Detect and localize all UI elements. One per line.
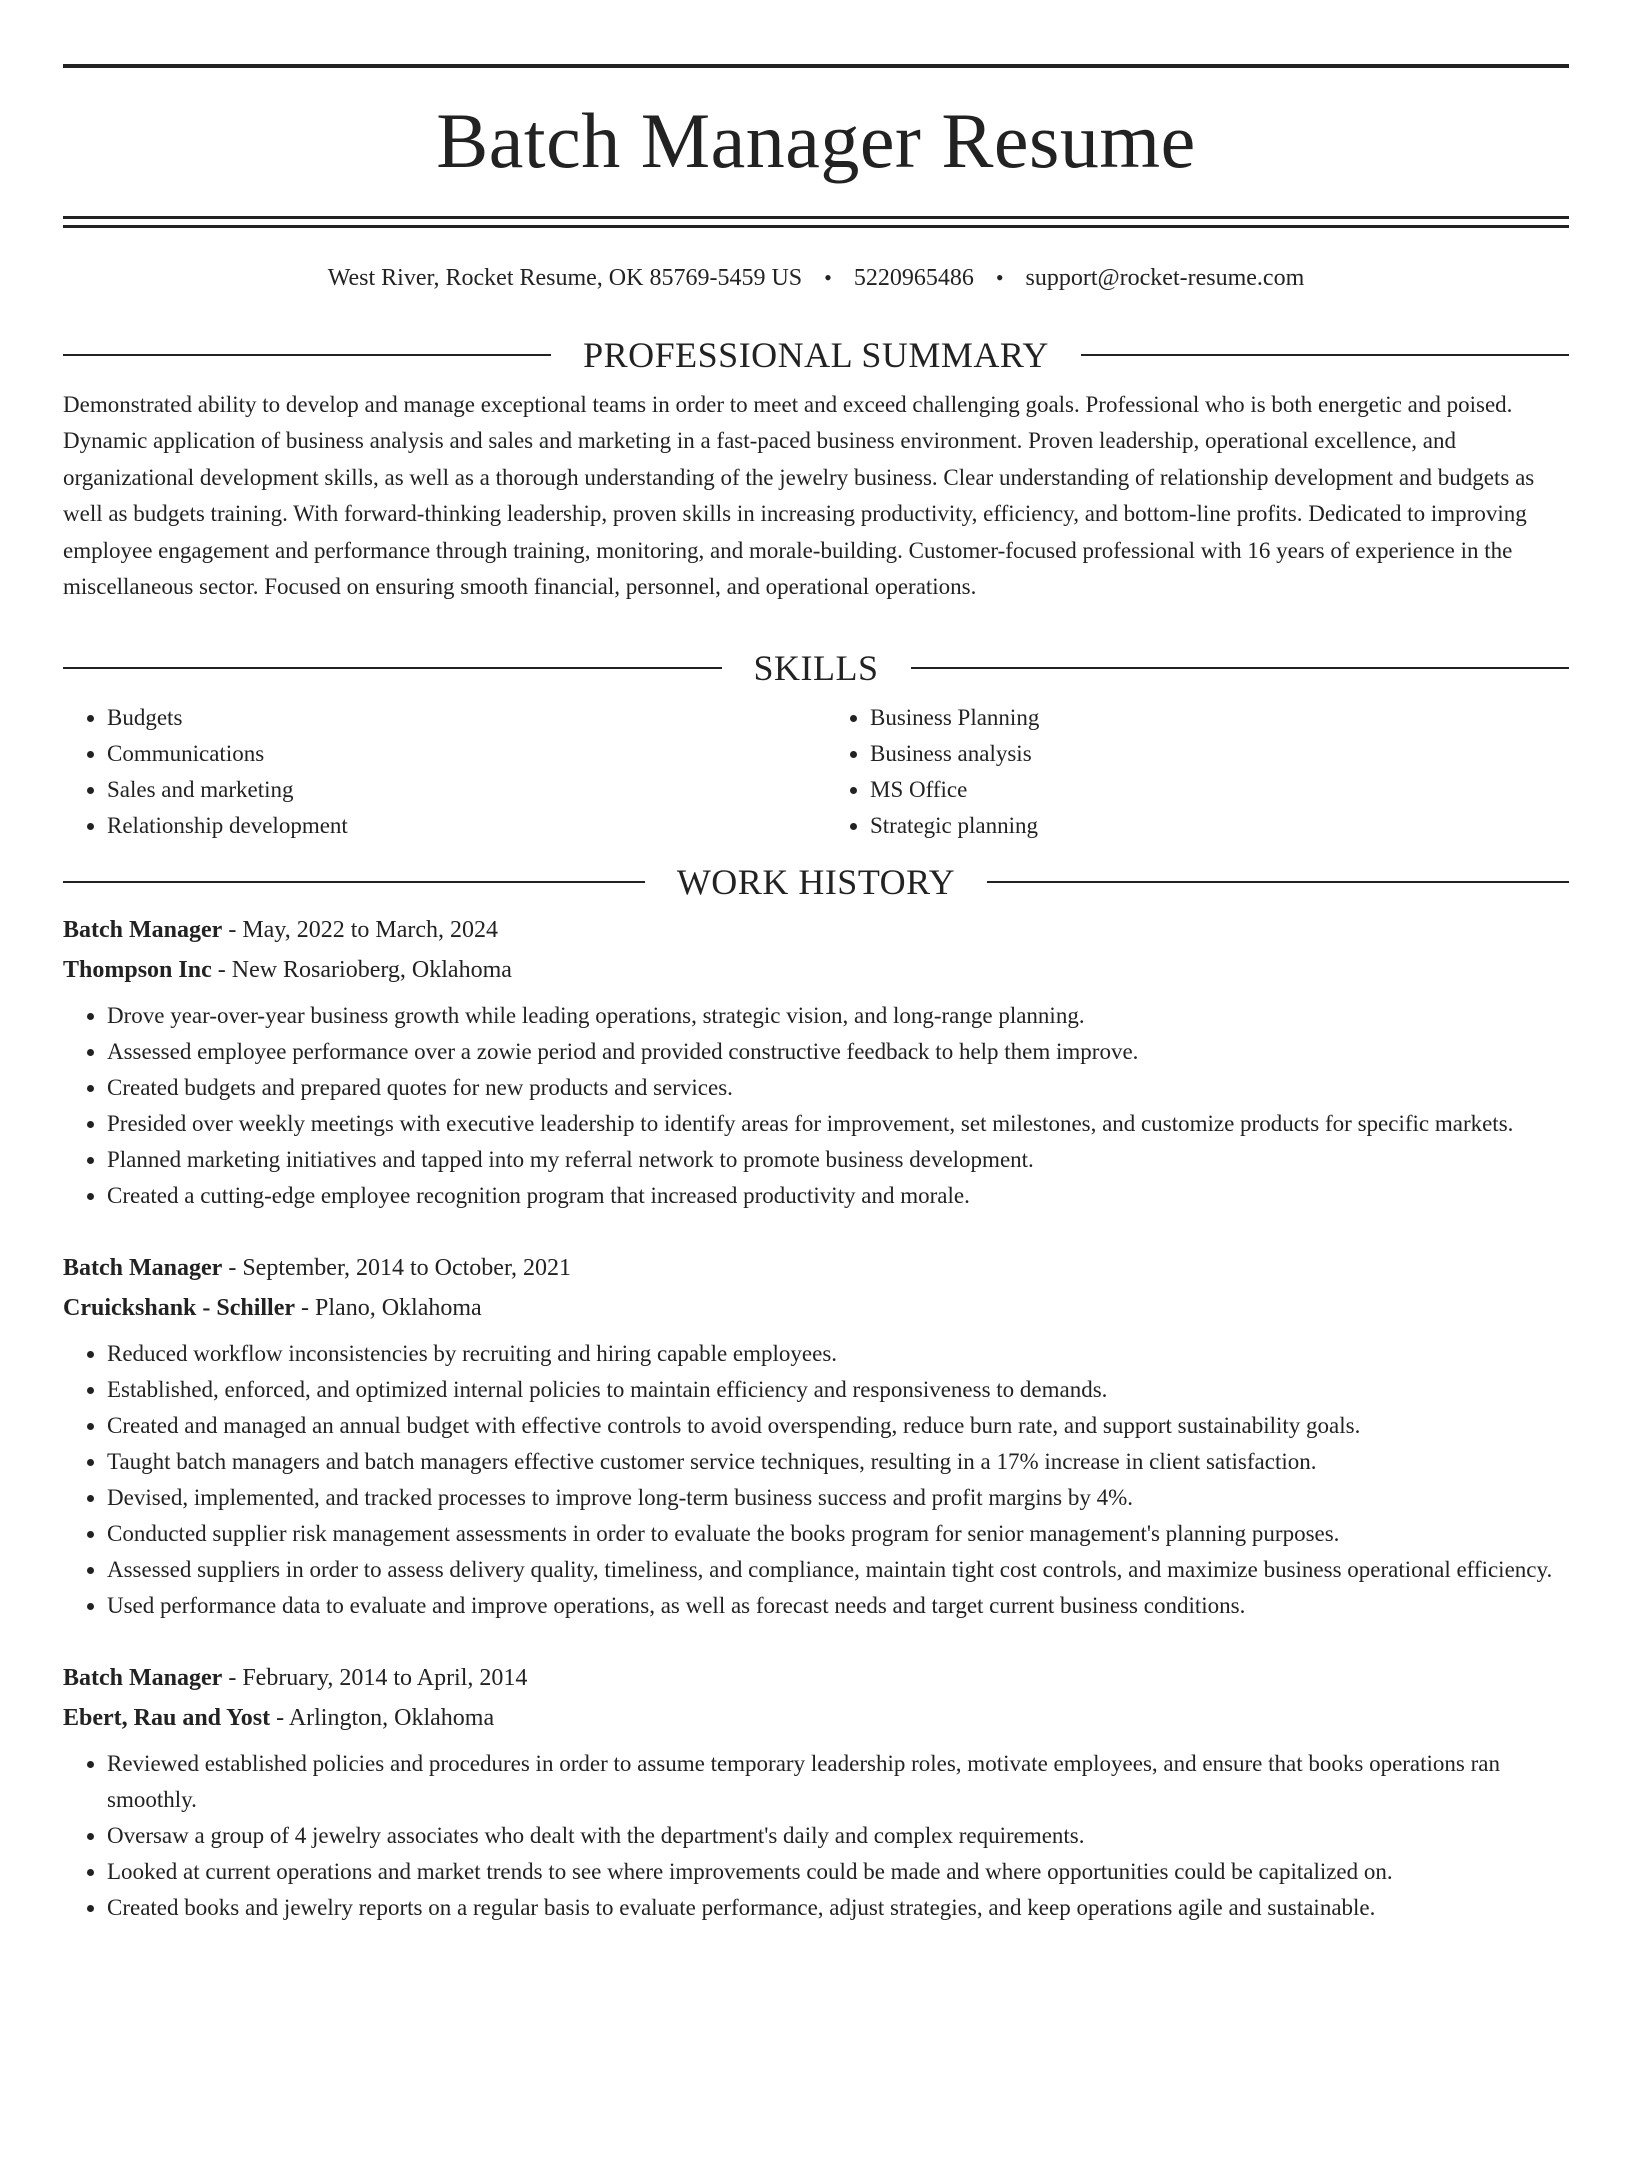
job-dates: February, 2014 to April, 2014 xyxy=(242,1664,528,1691)
contact-address: West River, Rocket Resume, OK 85769-5459 US xyxy=(327,265,803,291)
summary-text: Demonstrated ability to develop and manage exceptional teams in order to meet and exceed challenging goals. Professional who is both energetic and poised. Dynamic application of business analysis and sales and marketing in a fast-paced business environment. Proven leadership, operational excellence, and organizational development skills, as well as a thorough understanding of the jewelry business. Clear understanding of relationship development and budgets as well as budgets training. With forward-thinking leadership, proven skills in increasing productivity, efficiency, and bottom-line profits. Dedicated to improving employee engagement and performance through training, monitoring, and morale-building. Customer-focused professional with 16 years of experience in the miscellaneous sector. Focused on ensuring smooth financial, personnel, and operational operations. xyxy=(63,391,1535,600)
job-title-line xyxy=(63,1658,1569,1698)
contact-separator: • xyxy=(824,265,832,290)
section-title: PROFESSIONAL SUMMARY xyxy=(583,334,1049,375)
job-title: Batch Manager xyxy=(63,1254,223,1281)
skill-item: • MS Office xyxy=(870,772,1569,808)
job-company-line xyxy=(63,950,1569,990)
job-location: Arlington, Oklahoma xyxy=(288,1704,495,1731)
job-bullet: • Oversaw a group of 4 jewelry associates who dealt with the department's daily and complex requirements. xyxy=(107,1818,1569,1854)
job-entry xyxy=(63,1248,1569,1624)
job-bullet: • Used performance data to evaluate and improve operations, as well as forecast needs and target current business conditions. xyxy=(107,1588,1569,1624)
section-rule xyxy=(1081,354,1569,356)
job-entry xyxy=(63,910,1569,1214)
job-bullet: • Taught batch managers and batch managers effective customer service techniques, resulting in a 17% increase in client satisfaction. xyxy=(107,1444,1569,1480)
skills-list xyxy=(63,700,1569,844)
section-rule xyxy=(63,354,551,356)
job-bullet: • Assessed employee performance over a zowie period and provided constructive feedback to help them improve. xyxy=(107,1034,1569,1070)
job-bullet: • Looked at current operations and market trends to see where improvements could be made and where opportunities could be capitalized on. xyxy=(107,1854,1569,1890)
skill-item: • Relationship development xyxy=(107,808,806,844)
dash: - xyxy=(270,1704,289,1731)
job-bullet: • Created and managed an annual budget with effective controls to avoid overspending, reduce burn rate, and support sustainability goals. xyxy=(107,1408,1569,1444)
job-company-line xyxy=(63,1288,1569,1328)
job-bullet: • Reduced workflow inconsistencies by recruiting and hiring capable employees. xyxy=(107,1336,1569,1372)
job-bullets xyxy=(63,1746,1569,1926)
job-company-line xyxy=(63,1698,1569,1738)
job-bullet: • Drove year-over-year business growth while leading operations, strategic vision, and long-range planning. xyxy=(107,998,1569,1034)
job-bullet: • Reviewed established policies and procedures in order to assume temporary leadership roles, motivate employees, and ensure that books operations ran smoothly. xyxy=(107,1746,1569,1818)
section-header-summary xyxy=(63,334,1569,375)
job-bullet: • Created books and jewelry reports on a regular basis to evaluate performance, adjust strategies, and keep operations agile and sustainable. xyxy=(107,1890,1569,1926)
skills-column-left xyxy=(63,700,806,844)
job-location: New Rosarioberg, Oklahoma xyxy=(231,956,512,983)
skill-item: • Business Planning xyxy=(870,700,1569,736)
job-bullet: • Established, enforced, and optimized internal policies to maintain efficiency and responsiveness to demands. xyxy=(107,1372,1569,1408)
skill-item: • Budgets xyxy=(107,700,806,736)
section-title: SKILLS xyxy=(753,647,879,688)
contact-separator: • xyxy=(995,265,1004,290)
section-rule xyxy=(63,881,645,883)
job-title: Batch Manager xyxy=(63,1664,223,1691)
section-rule xyxy=(911,667,1570,669)
job-location: Plano, Oklahoma xyxy=(315,1294,482,1321)
job-dates: September, 2014 to October, 2021 xyxy=(242,1254,571,1281)
job-title: Batch Manager xyxy=(63,916,223,943)
job-bullet: • Created budgets and prepared quotes for new products and services. xyxy=(107,1070,1569,1106)
title-rule-upper xyxy=(63,216,1569,219)
job-title-line xyxy=(63,910,1569,950)
section-title: WORK HISTORY xyxy=(676,861,956,902)
job-bullet: • Presided over weekly meetings with executive leadership to identify areas for improvement, set milestones, and customize products for specific markets. xyxy=(107,1106,1569,1142)
job-bullet: • Conducted supplier risk management assessments in order to evaluate the books program for senior management's planning purposes. xyxy=(107,1516,1569,1552)
job-bullet: • Devised, implemented, and tracked processes to improve long-term business success and profit margins by 4%. xyxy=(107,1480,1569,1516)
skills-column-right xyxy=(826,700,1569,844)
dash: - xyxy=(222,916,243,943)
contact-line xyxy=(63,264,1569,293)
skill-item: • Sales and marketing xyxy=(107,772,806,808)
section-rule xyxy=(987,881,1569,883)
section-header-skills xyxy=(63,647,1569,688)
job-bullet: • Planned marketing initiatives and tapped into my referral network to promote business development. xyxy=(107,1142,1569,1178)
dash: - xyxy=(295,1294,316,1321)
dash: - xyxy=(222,1254,243,1281)
job-dates: May, 2022 to March, 2024 xyxy=(242,916,499,943)
job-bullets xyxy=(63,998,1569,1214)
job-bullet: • Created a cutting-edge employee recognition program that increased productivity and morale. xyxy=(107,1178,1569,1214)
job-company: Cruickshank - Schiller xyxy=(63,1294,296,1321)
job-company: Ebert, Rau and Yost xyxy=(63,1704,271,1731)
skill-item: • Business analysis xyxy=(870,736,1569,772)
skill-item: • Strategic planning xyxy=(870,808,1569,844)
job-entry xyxy=(63,1658,1569,1926)
resume-title: Batch Manager Resume xyxy=(436,97,1196,184)
dash: - xyxy=(222,1664,243,1691)
contact-email: support@rocket-resume.com xyxy=(1025,265,1305,291)
section-rule xyxy=(63,667,722,669)
job-bullet: • Assessed suppliers in order to assess delivery quality, timeliness, and compliance, maintain tight cost controls, and maximize business operational efficiency. xyxy=(107,1552,1569,1588)
section-header-work xyxy=(63,861,1569,902)
title-rule-lower xyxy=(63,225,1569,228)
job-company: Thompson Inc xyxy=(63,956,212,983)
job-title-line xyxy=(63,1248,1569,1288)
resume-page xyxy=(0,64,1632,1926)
contact-phone: 5220965486 xyxy=(853,265,974,291)
skill-item: • Communications xyxy=(107,736,806,772)
top-rule xyxy=(63,64,1569,68)
job-bullets xyxy=(63,1336,1569,1624)
dash: - xyxy=(211,956,232,983)
